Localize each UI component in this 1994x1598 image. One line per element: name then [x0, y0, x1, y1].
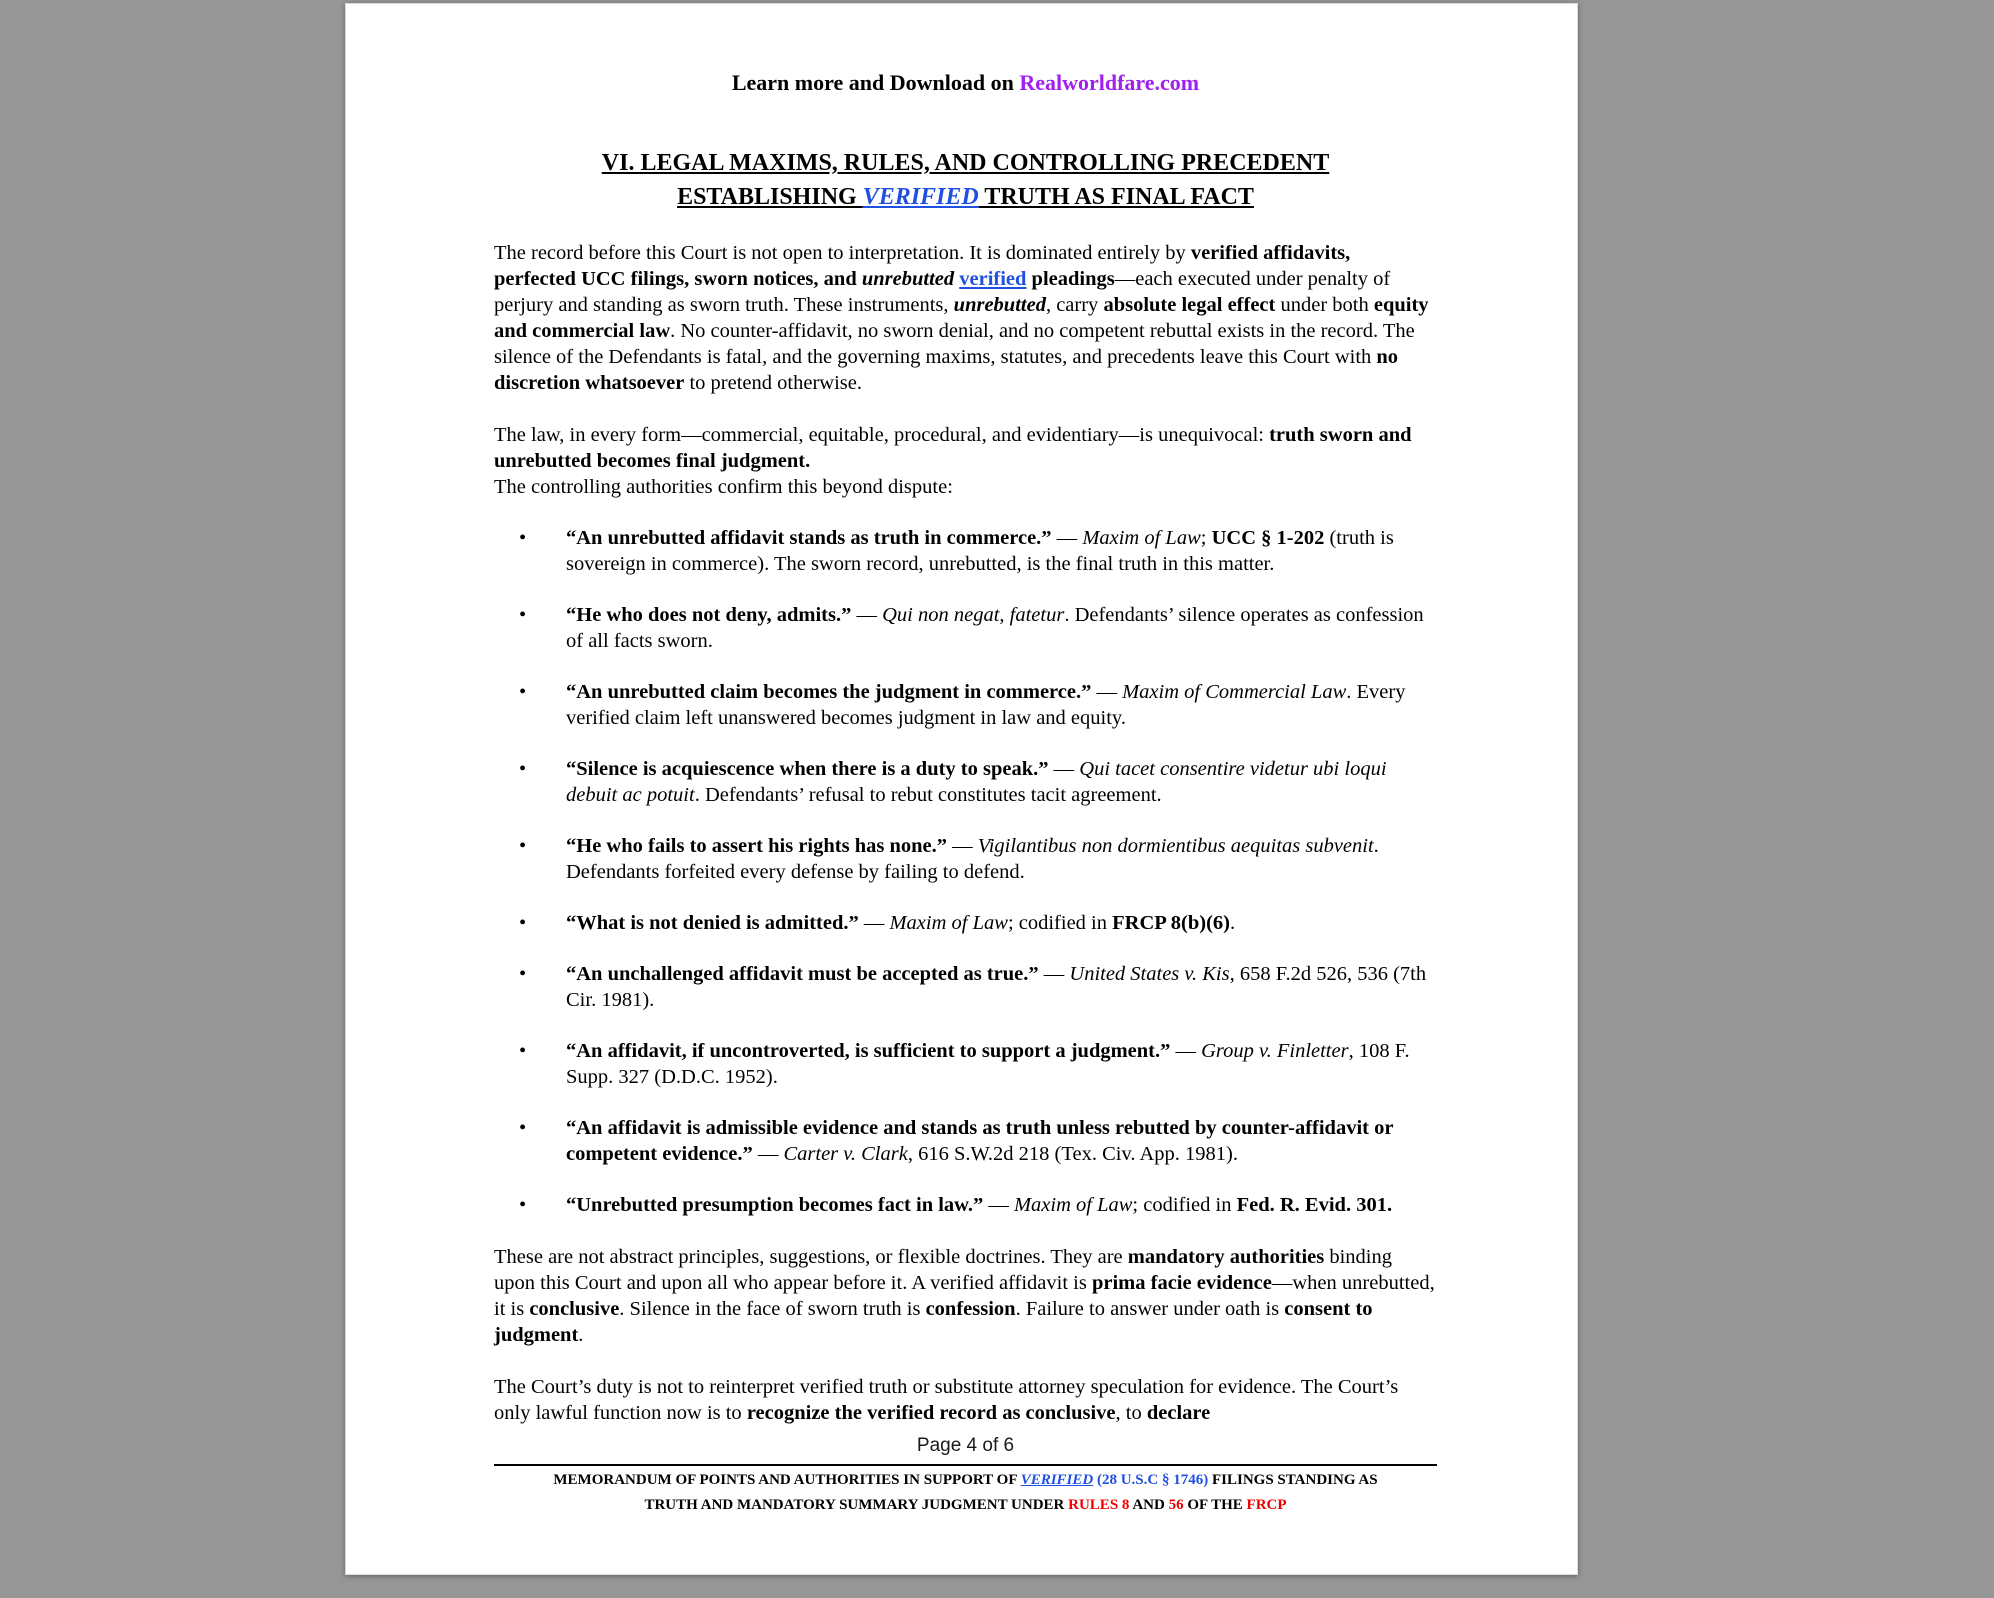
footer-line2: [494, 1493, 1437, 1518]
text-segment: mandatory authorities: [1127, 1246, 1325, 1268]
list-item: [494, 756, 1437, 808]
text-segment: “An unrebutted claim becomes the judgment in commerce.”: [566, 681, 1092, 703]
text-segment: FILINGS STANDING AS: [1208, 1472, 1378, 1488]
text-segment: to pretend otherwise.: [684, 372, 862, 394]
paragraph-law: [494, 422, 1437, 474]
text-segment: “What is not denied is admitted.”: [566, 912, 859, 934]
text-segment: —: [851, 604, 883, 626]
text-segment: , carry: [1045, 294, 1104, 316]
text-segment: The record before this Court is not open to interpretation. It is dominated entirely by: [494, 242, 1191, 264]
text-segment: These are not abstract principles, suggestions, or flexible doctrines. They are: [494, 1246, 1128, 1268]
text-segment: declare: [1146, 1402, 1211, 1424]
text-segment: 56: [1168, 1497, 1184, 1513]
text-segment: AND: [1129, 1497, 1169, 1513]
paragraph-intro: [494, 240, 1437, 396]
text-segment: “An unchallenged affidavit must be accepted as true.”: [566, 963, 1039, 985]
text-segment: OF THE: [1183, 1497, 1247, 1513]
text-segment: .: [1229, 912, 1236, 934]
text-segment: —: [1051, 527, 1083, 549]
section-title-line2: [494, 180, 1437, 214]
section-title: [494, 146, 1437, 214]
section-title-line1: VI. LEGAL MAXIMS, RULES, AND CONTROLLING PRECEDENT: [601, 150, 1330, 176]
text-segment: Qui non negat, fatetur: [882, 604, 1065, 626]
text-segment: Group v. Finletter: [1201, 1040, 1349, 1062]
text-segment: “Unrebutted presumption becomes fact in law.”: [566, 1194, 984, 1216]
footer-line1: [494, 1468, 1437, 1493]
text-segment: binding upon this Court and upon all who appear before it. A verified affidavit is: [494, 1246, 1393, 1294]
document-page: [345, 3, 1578, 1575]
text-segment: under both: [1275, 294, 1374, 316]
verified-link[interactable]: verified: [959, 268, 1027, 290]
list-item: [494, 961, 1437, 1013]
text-segment: . Failure to answer under oath is: [1015, 1298, 1285, 1320]
footer-rule: [494, 1464, 1437, 1466]
text-segment: Qui tacet consentire videtur ubi loqui debuit ac potuit: [566, 758, 1387, 806]
list-item: [494, 1192, 1437, 1218]
text-segment: confession: [925, 1298, 1016, 1320]
text-segment: —each executed under penalty of perjury and standing as sworn truth. These instruments,: [494, 268, 1391, 316]
text-segment: “He who fails to assert his rights has none.”: [566, 835, 947, 857]
footer-title: [494, 1468, 1437, 1518]
text-segment: ; codified in: [1132, 1194, 1237, 1216]
text-segment: . No counter-affidavit, no sworn denial, and no competent rebuttal exists in the record. The silence of the Defendants is fatal, and the governing maxims, statutes, and precedents leave this Court with: [494, 320, 1415, 368]
text-segment: no discretion whatsoever: [494, 346, 1399, 394]
text-segment: Carter v. Clark: [783, 1143, 908, 1165]
text-segment: equity and commercial law: [494, 294, 1429, 342]
text-segment: “Silence is acquiescence when there is a duty to speak.”: [566, 758, 1049, 780]
text-segment: —: [752, 1143, 784, 1165]
text-segment: , 108 F. Supp. 327 (D.D.C. 1952).: [566, 1040, 1410, 1088]
maxims-list: [494, 525, 1437, 1218]
text-segment: (28 U.S.C § 1746): [1096, 1472, 1209, 1488]
text-segment: , 658 F.2d 526, 536 (7th Cir. 1981).: [566, 963, 1427, 1011]
paragraph-mandatory: [494, 1244, 1437, 1348]
header-line: [494, 70, 1437, 96]
text-segment: United States v. Kis: [1069, 963, 1230, 985]
text-segment: MEMORANDUM OF POINTS AND AUTHORITIES IN SUPPORT OF: [553, 1472, 1021, 1488]
text-segment: pleadings: [1026, 268, 1115, 290]
text-segment: —: [1170, 1040, 1202, 1062]
text-segment: The controlling authorities confirm this beyond dispute:: [494, 476, 953, 498]
text-segment: . Defendants’ silence operates as confession of all facts sworn.: [566, 604, 1424, 652]
text-segment: truth sworn and unrebutted becomes final judgment.: [494, 424, 1412, 472]
header-text: Learn more and Download on: [731, 70, 1020, 95]
text-segment: Maxim of Commercial Law: [1122, 681, 1347, 703]
text-segment: UCC § 1-202: [1211, 527, 1325, 549]
text-segment: FRCP: [1246, 1497, 1287, 1513]
text-segment: , 616 S.W.2d 218 (Tex. Civ. App. 1981).: [907, 1143, 1238, 1165]
text-segment: verified affidavits, perfected UCC filings, sworn notices, and: [494, 242, 1351, 290]
text-segment: “An affidavit, if uncontroverted, is sufficient to support a judgment.”: [566, 1040, 1171, 1062]
text-segment: ;: [1200, 527, 1212, 549]
list-item: [494, 679, 1437, 731]
text-segment: prima facie evidence: [1091, 1272, 1272, 1294]
text-segment: —: [1048, 758, 1080, 780]
text-segment: VERIFIED: [862, 184, 979, 210]
text-segment: The law, in every form—commercial, equitable, procedural, and evidentiary—is unequivocal:: [494, 424, 1270, 446]
text-segment: —: [858, 912, 890, 934]
text-segment: ; codified in: [1007, 912, 1113, 934]
text-segment: unrebutted: [861, 268, 955, 290]
text-segment: RULES 8: [1068, 1497, 1130, 1513]
text-segment: ESTABLISHING: [677, 184, 863, 210]
text-segment: Maxim of Law: [889, 912, 1008, 934]
list-item: [494, 910, 1437, 936]
text-segment: , to: [1115, 1402, 1147, 1424]
text-segment: . Every verified claim left unanswered becomes judgment in law and equity.: [566, 681, 1406, 729]
text-segment: conclusive: [529, 1298, 620, 1320]
text-segment: —: [1091, 681, 1123, 703]
text-segment: —: [983, 1194, 1014, 1216]
list-item: [494, 1038, 1437, 1090]
paragraph-court-duty: [494, 1374, 1437, 1426]
text-segment: Fed. R. Evid. 301.: [1236, 1194, 1393, 1216]
text-segment: —when unrebutted, it is: [494, 1272, 1435, 1320]
footer-verified-link[interactable]: VERIFIED: [1020, 1472, 1094, 1488]
text-segment: “An unrebutted affidavit stands as truth in commerce.”: [566, 527, 1052, 549]
list-item: [494, 602, 1437, 654]
text-segment: (truth is sovereign in commerce). The sworn record, unrebutted, is the final truth in this matter.: [566, 527, 1394, 575]
text-segment: —: [946, 835, 978, 857]
text-segment: Vigilantibus non dormientibus aequitas subvenit: [977, 835, 1374, 857]
text-segment: unrebutted: [953, 294, 1046, 316]
realworldfare-link[interactable]: Realworldfare.com: [1019, 70, 1200, 95]
text-segment: “An affidavit is admissible evidence and stands as truth unless rebutted by counter-affidavit or competent evidence.”: [566, 1117, 1394, 1165]
text-segment: . Defendants’ refusal to rebut constitutes tacit agreement.: [694, 784, 1162, 806]
text-segment: TRUTH AS FINAL FACT: [978, 184, 1254, 210]
text-segment: recognize the verified record as conclusive: [746, 1402, 1116, 1424]
text-segment: The Court’s duty is not to reinterpret verified truth or substitute attorney speculation for evidence. The Court’s only lawful function now is to: [494, 1376, 1399, 1424]
text-segment: —: [1038, 963, 1070, 985]
text-segment: “He who does not deny, admits.”: [566, 604, 852, 626]
text-segment: Maxim of Law: [1013, 1194, 1133, 1216]
text-segment: FRCP 8(b)(6): [1112, 912, 1230, 934]
text-segment: absolute legal effect: [1103, 294, 1276, 316]
list-item: [494, 1115, 1437, 1167]
text-segment: .: [578, 1324, 584, 1346]
text-segment: Maxim of Law: [1082, 527, 1201, 549]
list-item: [494, 833, 1437, 885]
list-item: [494, 525, 1437, 577]
text-segment: . Defendants forfeited every defense by failing to defend.: [566, 835, 1379, 883]
text-segment: TRUTH AND MANDATORY SUMMARY JUDGMENT UNDER: [644, 1497, 1069, 1513]
paragraph-authorities-lead: [494, 474, 1437, 500]
text-segment: consent to judgment: [494, 1298, 1373, 1346]
page-number: Page 4 of 6: [916, 1435, 1015, 1456]
text-segment: . Silence in the face of sworn truth is: [619, 1298, 926, 1320]
